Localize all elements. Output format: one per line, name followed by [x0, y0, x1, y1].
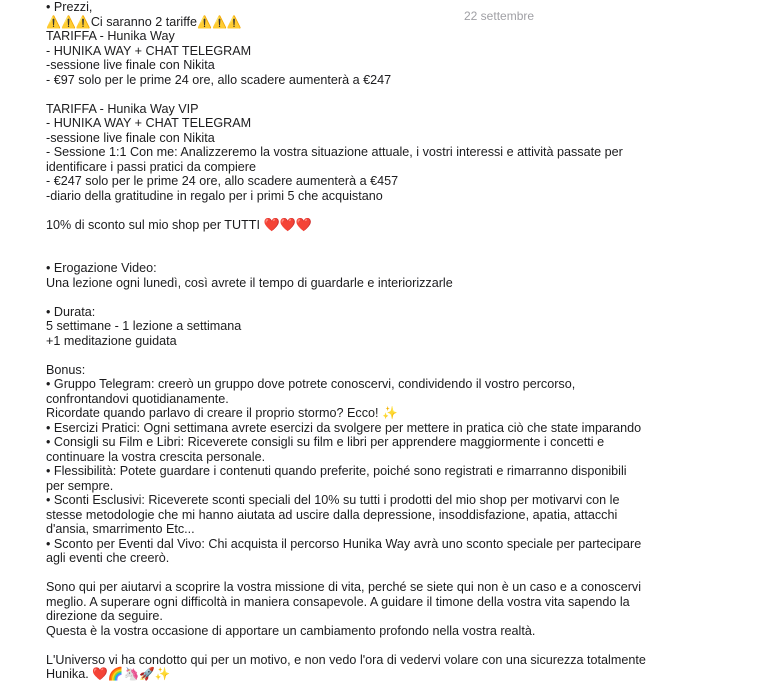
closing-text: Hunika. — [46, 667, 89, 681]
bonus-item: • Consigli su Film e Libri: Riceverete consigli su film e libri per apprendere maggiormente i concetti e — [46, 435, 605, 449]
closing-line: direzione da seguire. — [46, 609, 163, 623]
two-tariffs-text: Ci saranno 2 tariffe — [90, 14, 198, 29]
tariff-2-item: -sessione live finale con Nikita — [46, 130, 215, 145]
sparkles-icon: ✨ — [382, 406, 398, 420]
bonus-item: stesse metodologie che mi hanno aiutata ad uscire dalla depressione, insoddisfazione, apatia, attacchi — [46, 507, 618, 522]
discount-line — [46, 218, 696, 233]
bonus-item: • Sconto per Eventi dal Vivo: Chi acquista il percorso Hunika Way avrà uno sconto speciale per partecipare — [46, 536, 642, 551]
bonus-item: • Esercizi Pratici: Ogni settimana avrete esercizi da svolgere per mettere in pratica ciò che state imparando — [46, 420, 642, 435]
bonus-item: • Flessibilità: Potete guardare i contenuti quando preferite, poiché sono registrati e rimarranno disponibili — [46, 464, 627, 478]
bonus-item: agli eventi che creerò. — [46, 551, 170, 565]
tariff-2-item: identificare i passi pratici da compiere — [46, 159, 256, 174]
bonus-header: Bonus: — [46, 362, 86, 377]
tariff-1-item: -sessione live finale con Nikita — [46, 58, 215, 72]
bonus-item: confrontandovi quotidianamente. — [46, 391, 229, 406]
emoji-icons: ❤️🌈🦄🚀✨ — [92, 667, 171, 681]
bonus-item: d'ansia, smarrimento Etc... — [46, 522, 195, 536]
durata-header: • Durata: — [46, 304, 96, 319]
tariff-1-item: - HUNIKA WAY + CHAT TELEGRAM — [46, 43, 252, 58]
closing-line — [46, 667, 696, 682]
tariff-1-title: TARIFFA - Hunika Way — [46, 29, 175, 43]
tariff-1-item: - €97 solo per le prime 24 ore, allo scadere aumenterà a €247 — [46, 72, 392, 87]
erogazione-text: Una lezione ogni lunedì, così avrete il tempo di guardarle e interiorizzarle — [46, 275, 453, 290]
durata-item: 5 settimane - 1 lezione a settimana — [46, 319, 242, 333]
tariff-2-item: - HUNIKA WAY + CHAT TELEGRAM — [46, 116, 252, 130]
bonus-item: • Gruppo Telegram: creerò un gruppo dove potrete conoscervi, condividendo il vostro percorso, — [46, 377, 576, 391]
bonus-item — [46, 406, 696, 421]
closing-line: L'Universo vi ha condotto qui per un motivo, e non vedo l'ora di vedervi volare con una sicurezza totalmente — [46, 652, 646, 667]
discount-text: 10% di sconto sul mio shop per TUTTI — [46, 217, 260, 232]
bonus-item-text: Ricordate quando parlavo di creare il proprio stormo? Ecco! — [46, 406, 379, 420]
tariff-2-title: TARIFFA - Hunika Way VIP — [46, 101, 199, 116]
tariff-2-item: -diario della gratitudine in regalo per i primi 5 che acquistano — [46, 188, 383, 203]
heart-icon: ❤️❤️❤️ — [263, 216, 313, 232]
bonus-item: • Sconti Esclusivi: Riceverete sconti speciali del 10% su tutti i prodotti del mio shop per motivarvi con le — [46, 493, 620, 507]
message-date: 22 settembre — [464, 9, 535, 23]
closing-line: Questa è la vostra occasione di apportare un cambiamento profondo nella vostra realtà. — [46, 623, 536, 638]
bonus-item: continuare la vostra crescita personale. — [46, 449, 266, 464]
tariff-2-item: - Sessione 1:1 Con me: Analizzeremo la vostra situazione attuale, i vostri interessi e attività passate per — [46, 145, 623, 159]
warning-icon: ⚠️⚠️⚠️ — [197, 14, 242, 29]
two-tariffs-line — [46, 15, 696, 30]
message-body — [46, 0, 696, 682]
warning-icon: ⚠️⚠️⚠️ — [46, 14, 91, 29]
closing-line: meglio. A superare ogni difficoltà in maniera consapevole. A guidare il timone della vostra vita sapendo la — [46, 594, 630, 609]
erogazione-header: • Erogazione Video: — [46, 261, 157, 275]
prezzi-header: • Prezzi, — [46, 0, 93, 14]
durata-item: +1 meditazione guidata — [46, 333, 177, 348]
bonus-item: per sempre. — [46, 478, 114, 493]
tariff-2-item: - €247 solo per le prime 24 ore, allo scadere aumenterà a €457 — [46, 174, 399, 188]
closing-line: Sono qui per aiutarvi a scoprire la vostra missione di vita, perché se siete qui non è un caso e a conoscervi — [46, 580, 642, 594]
